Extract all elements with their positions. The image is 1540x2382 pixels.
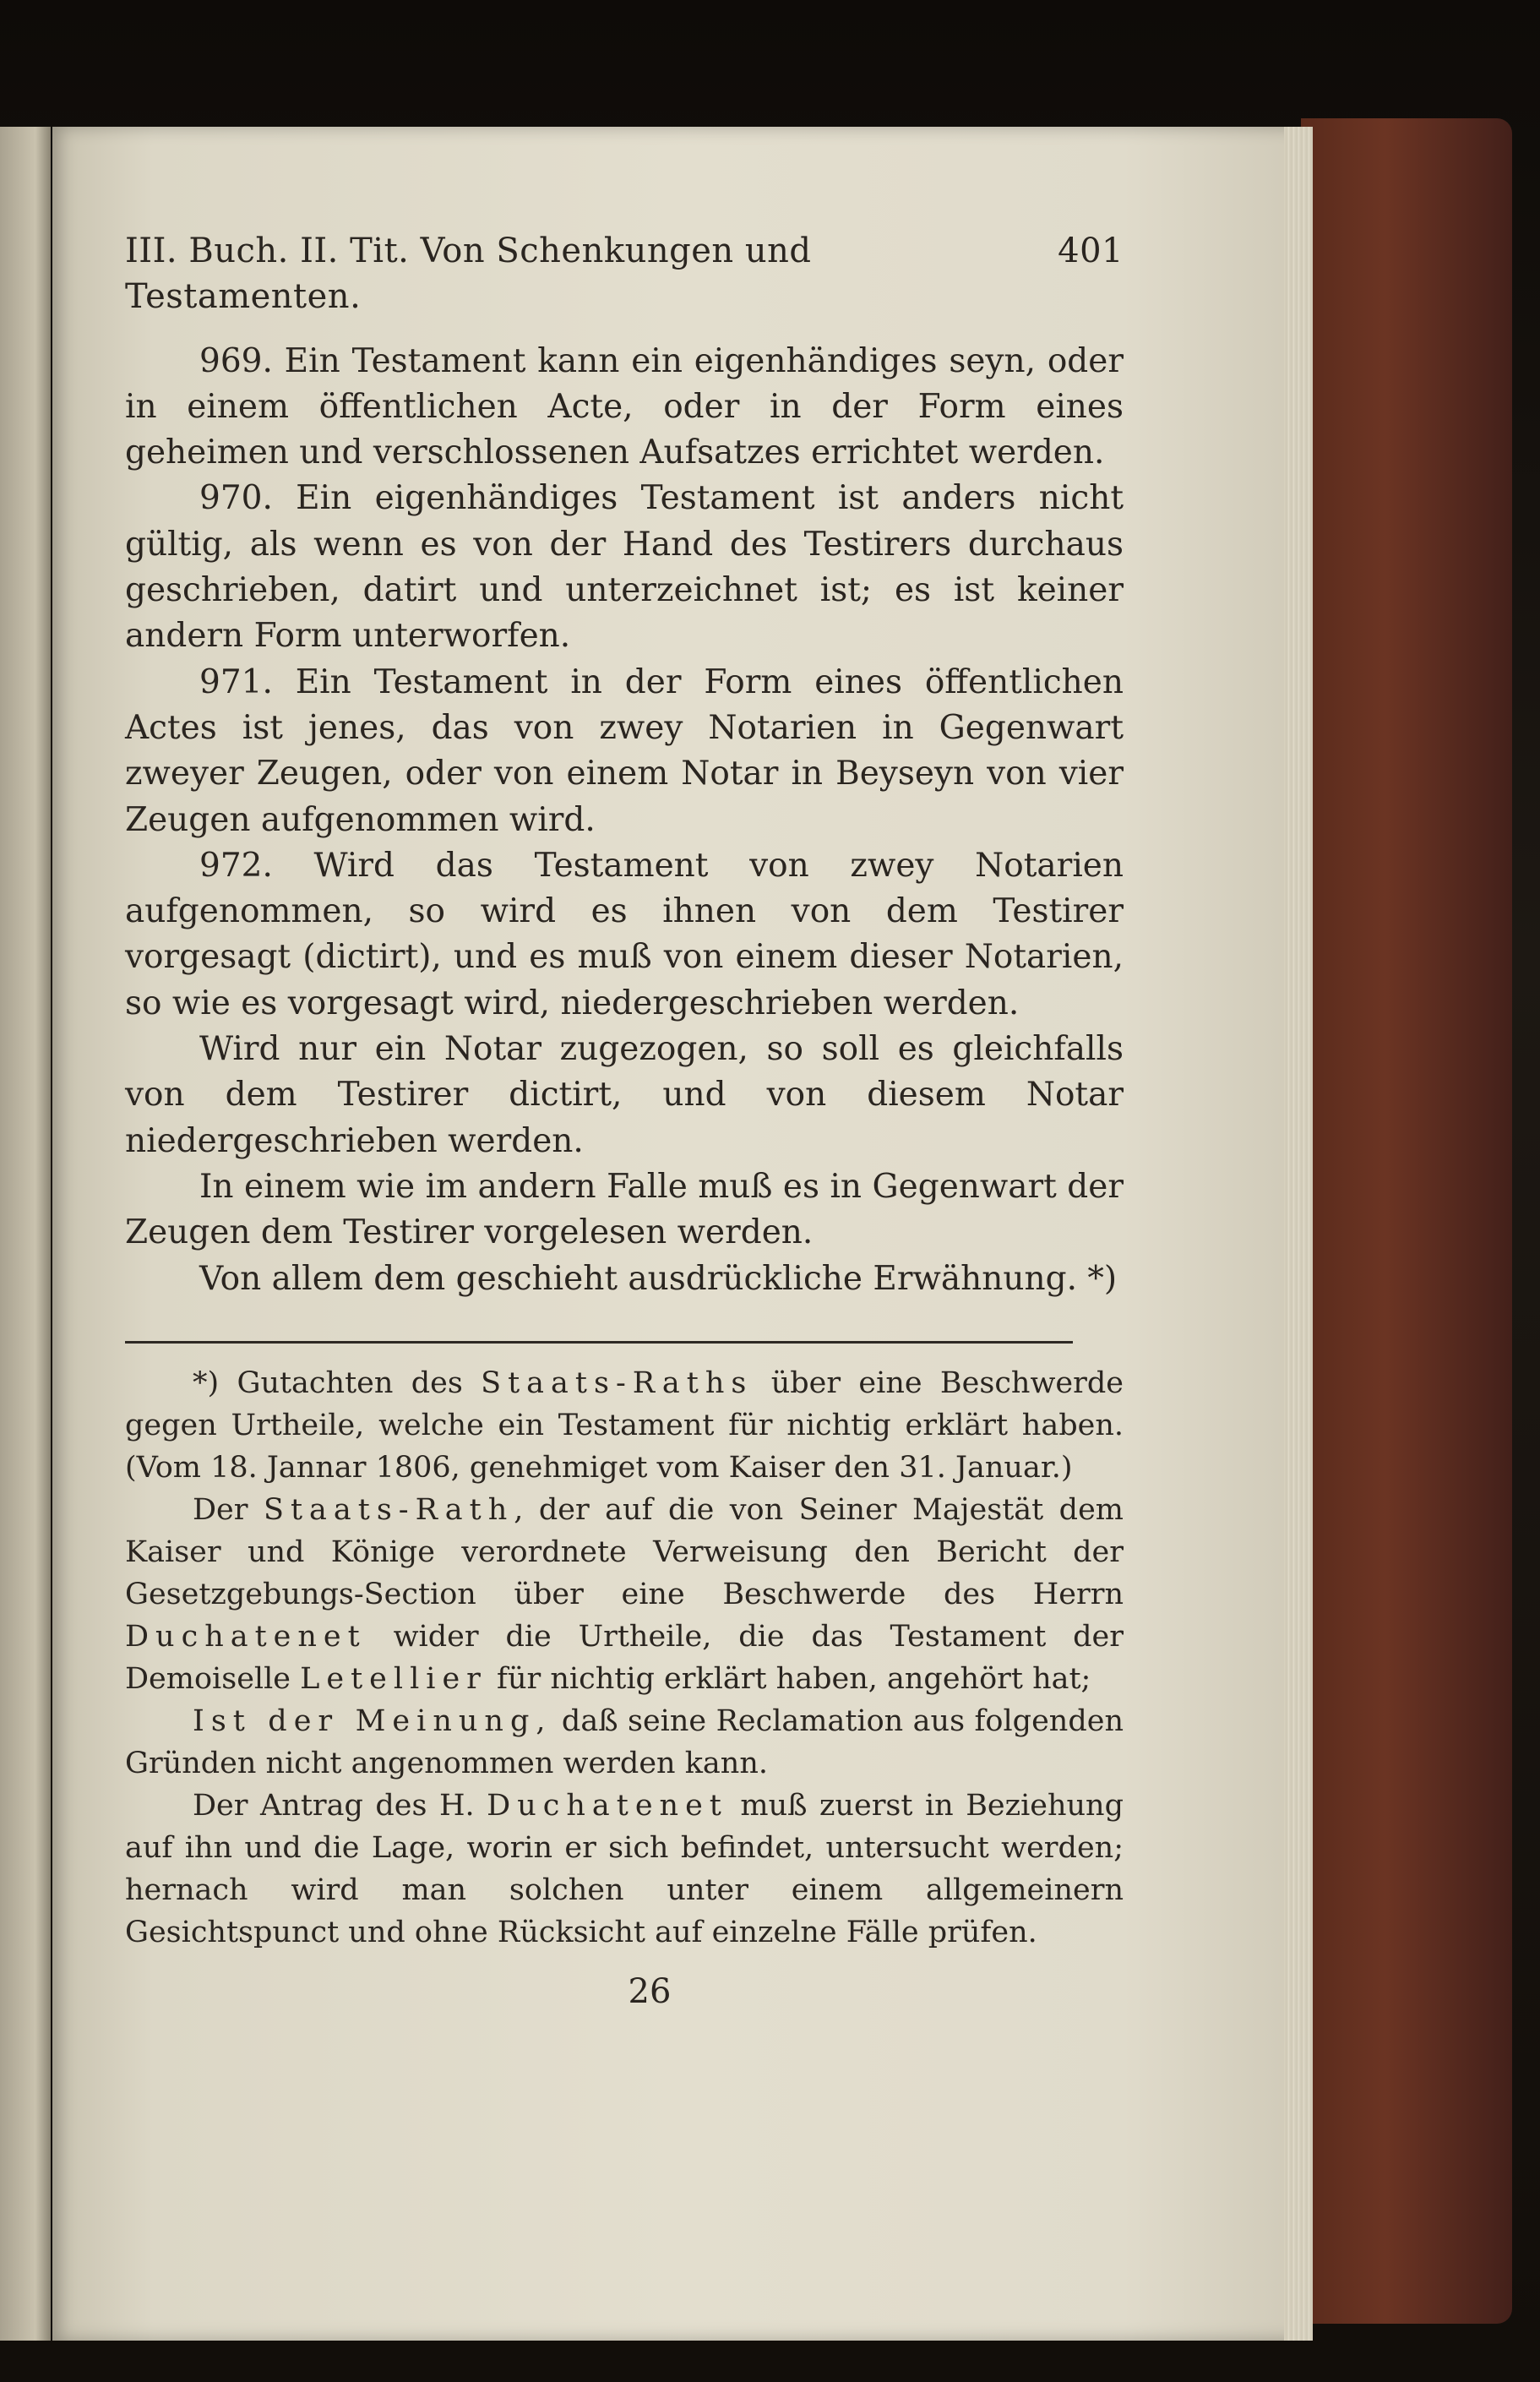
footnote-spaced-text: Staats-Rath bbox=[263, 1492, 514, 1527]
footnote-text: muß zuerst in Beziehung auf ihn und die Lage, worin er sich befindet, untersucht werden; hernach wird man solchen unter einem allgemeinern Gesichtspunct und ohne Rücksicht auf einzelne Fälle prüfen. bbox=[125, 1788, 1124, 1949]
footnote-text: *) Gutachten des bbox=[193, 1365, 482, 1400]
footnote bbox=[125, 1362, 1124, 1954]
left-page-edge bbox=[0, 127, 51, 2341]
article-972-para-3: In einem wie im andern Falle muß es in Gegenwart der Zeugen dem Testirer vorgelesen werden. bbox=[125, 1167, 1124, 1252]
article-971: 971. Ein Testament in der Form eines öffentlichen Actes ist jenes, das von zwey Notarien in Gegenwart zweyer Zeugen, oder von einem Notar in Beyseyn von vier Zeugen aufgenommen wird. bbox=[125, 662, 1124, 839]
footnote-text: wider die Urtheile, die das Testament der Demoiselle bbox=[125, 1619, 1124, 1696]
footnote-spaced-text: Duchatenet bbox=[487, 1788, 728, 1823]
footnote-para-2 bbox=[125, 1489, 1124, 1700]
footnote-para-1 bbox=[125, 1362, 1124, 1489]
page-content bbox=[125, 228, 1124, 2014]
article-972-para-2: Wird nur ein Notar zugezogen, so soll es gleichfalls von dem Testirer dictirt, und von diesem Notar niedergeschrieben werden. bbox=[125, 1030, 1124, 1160]
signature-mark: 26 bbox=[628, 1971, 672, 2011]
article-972: 972. Wird das Testament von zwey Notarien aufgenommen, so wird es ihnen von dem Testirer vorgesagt (dictirt), und es muß von einem dieser Notarien, so wie es vorgesagt wird, niedergeschrieben werden. bbox=[125, 846, 1124, 1022]
footnote-spaced-text: Ist der Meinung, bbox=[193, 1703, 552, 1738]
footnote-text: über eine Beschwerde gegen Urtheile, welche ein Testament für nichtig erklärt haben. (Vom 18. Jannar 1806, genehmiget vom Kaiser den 31. Januar.) bbox=[125, 1365, 1124, 1485]
footnote-para-4 bbox=[125, 1785, 1124, 1954]
page-number: 401 bbox=[1058, 232, 1124, 270]
footnote-text: daß seine Reclamation aus folgenden Gründen nicht angenommen werden kann. bbox=[125, 1703, 1124, 1780]
article-969: 969. Ein Testament kann ein eigenhändiges seyn, oder in einem öffentlichen Acte, oder in der Form eines geheimen und verschlossenen Aufsatzes errichtet werden. bbox=[125, 341, 1124, 472]
footnote-spaced-text: Staats-Raths bbox=[481, 1365, 754, 1400]
article-972-para-4: Von allem dem geschieht ausdrückliche Erwähnung. *) bbox=[199, 1259, 1118, 1298]
footnote-text: für nichtig erklärt haben, angehört hat; bbox=[487, 1661, 1091, 1696]
footnote-text: Der Antrag des H. bbox=[193, 1788, 487, 1823]
footnote-text: Der bbox=[193, 1492, 264, 1527]
article-970: 970. Ein eigenhändiges Testament ist anders nicht gültig, als wenn es von der Hand des Testirers durchaus geschrieben, datirt und unterzeichnet ist; es ist keiner andern Form unterworfen. bbox=[125, 479, 1124, 656]
footnote-spaced-text: Letellier bbox=[300, 1661, 487, 1696]
book-cover-edge bbox=[1301, 118, 1512, 2324]
running-head-title: III. Buch. II. Tit. Von Schenkungen und Testamenten. bbox=[125, 232, 812, 317]
footnote-spaced-text: Duchatenet bbox=[125, 1619, 367, 1654]
footnote-text: , der auf die von Seiner Majestät dem Kaiser und Könige verordnete Verweisung den Bericht der Gesetzgebungs-Section über eine Beschwerde des Herrn bbox=[125, 1492, 1124, 1611]
footnote-para-3 bbox=[125, 1700, 1124, 1785]
running-head bbox=[125, 228, 1124, 320]
footnote-divider bbox=[125, 1341, 1073, 1344]
page-stack-edge bbox=[1284, 127, 1313, 2341]
